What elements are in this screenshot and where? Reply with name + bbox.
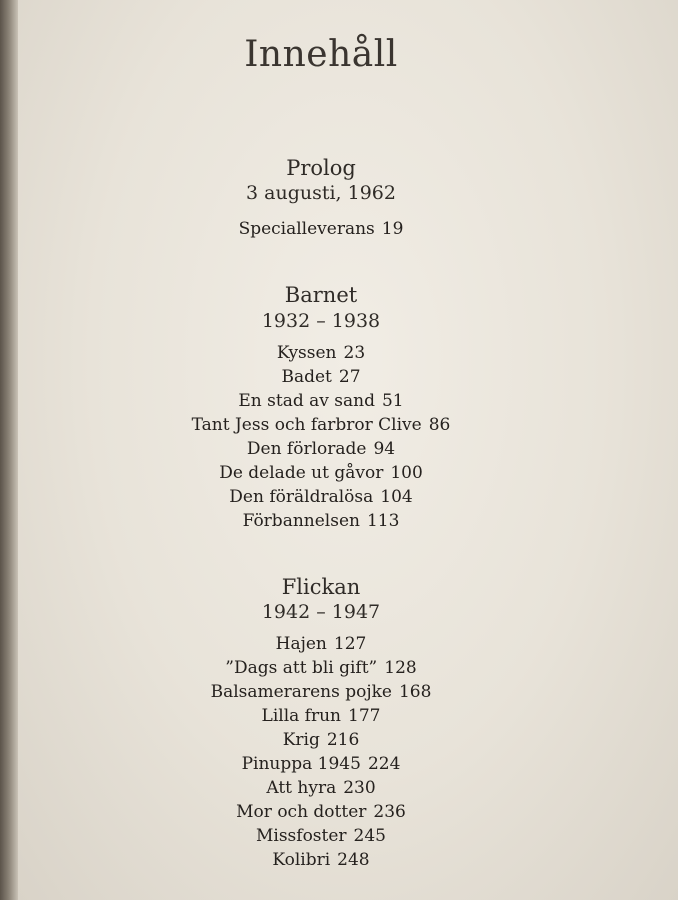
- toc-entry-page: 230: [343, 778, 376, 798]
- toc-entry-title: ”Dags att bli gift”: [225, 658, 378, 678]
- toc-entry-page: 100: [390, 463, 423, 483]
- toc-entry-title: Att hyra: [266, 778, 337, 798]
- toc-entry-title: Missfoster: [255, 826, 347, 846]
- toc-entry-title: Balsamerarens pojke: [210, 682, 392, 702]
- toc-entry: [0, 778, 660, 798]
- toc-entry: [0, 682, 660, 702]
- toc-entry-title: De delade ut gåvor: [219, 463, 384, 483]
- toc-entry-page: 104: [380, 487, 413, 507]
- toc-entry: [0, 850, 660, 870]
- toc-entry-title: En stad av sand: [238, 391, 375, 411]
- toc-entry: [0, 415, 660, 435]
- toc-entry-title: Mor och dotter: [236, 802, 367, 822]
- toc-entry: [0, 730, 660, 750]
- toc-entry: [0, 367, 660, 387]
- toc-entry-title: Tant Jess och farbror Clive: [191, 415, 422, 435]
- toc-entry-page: 86: [428, 415, 451, 435]
- toc-entry-page: 248: [337, 850, 370, 870]
- toc-entry-page: 51: [381, 391, 404, 411]
- toc-entry-title: Lilla frun: [261, 706, 341, 726]
- toc-entry-title: Den föräldralösa: [229, 487, 374, 507]
- part-years-barnet: 1932 – 1938: [261, 310, 381, 332]
- toc-entry-page: 127: [333, 634, 367, 654]
- toc-entry: [0, 706, 660, 726]
- toc-entry-title: Krig: [282, 730, 320, 750]
- toc-entry: [0, 391, 660, 411]
- toc-entry-page: 177: [348, 706, 381, 726]
- part-title-flickan: Flickan: [281, 575, 361, 599]
- part-years-prolog: 3 augusti, 1962: [246, 182, 396, 204]
- toc-entry-title: Specialleverans: [238, 219, 375, 239]
- toc-entry: [0, 634, 660, 654]
- toc-entry: [0, 658, 660, 678]
- toc-entry: [0, 826, 660, 846]
- toc-entry: [0, 439, 660, 459]
- toc-entry: [0, 802, 660, 822]
- toc-entry-title: Pinuppa 1945: [241, 754, 361, 774]
- toc-entry-page: 216: [326, 730, 360, 750]
- toc-entry-page: 113: [366, 511, 400, 531]
- toc-entry-title: Den förlorade: [246, 439, 367, 459]
- part-years-flickan: 1942 – 1947: [261, 601, 381, 623]
- toc-entry-title: Hajen: [275, 634, 327, 654]
- toc-entry-page: 128: [384, 658, 417, 678]
- part-title-prolog: Prolog: [286, 156, 356, 180]
- toc-entry-page: 23: [343, 343, 366, 363]
- toc-entry-page: 236: [373, 802, 406, 822]
- toc-entry-page: 245: [353, 826, 386, 846]
- toc-entry: [0, 754, 660, 774]
- toc-entry-page: 19: [381, 219, 404, 239]
- toc-entry: [0, 343, 660, 363]
- page-title: Innehåll: [244, 34, 398, 75]
- toc-entry-page: 94: [373, 439, 396, 459]
- toc-entry: [0, 219, 660, 239]
- toc-entry-page: 224: [367, 754, 401, 774]
- toc-entry-page: 27: [338, 367, 361, 387]
- toc-entry: [0, 487, 660, 507]
- toc-entry-page: 168: [398, 682, 432, 702]
- part-title-barnet: Barnet: [284, 283, 358, 307]
- toc-entry-title: Kolibri: [272, 850, 331, 870]
- toc-entry: [0, 463, 660, 483]
- toc-entry-title: Kyssen: [276, 343, 337, 363]
- toc-entry-title: Badet: [281, 367, 332, 387]
- toc-entry: [0, 511, 660, 531]
- toc-entry-title: Förbannelsen: [242, 511, 360, 531]
